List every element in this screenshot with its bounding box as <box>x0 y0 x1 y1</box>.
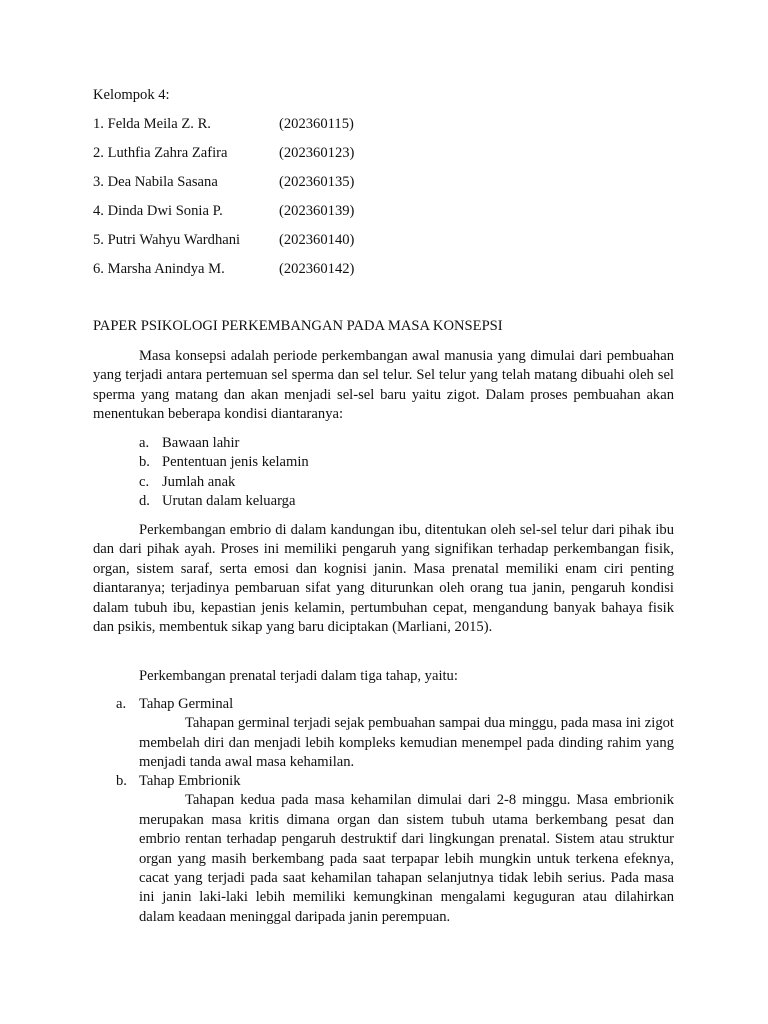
member-row <box>93 260 493 280</box>
paper-title: PAPER PSIKOLOGI PERKEMBANGAN PADA MASA KONSEPSI <box>93 318 503 334</box>
member-nim: (202360115) <box>279 116 354 132</box>
stages-intro-block <box>93 667 674 686</box>
stage-paragraph: Tahapan kedua pada masa kehamilan dimulai dari 2-8 minggu. Masa embrionik merupakan masa kritis dimana organ dan sistem tubuh utama berkembang pesat dan embrio rentan terhadap pengaruh destruktif dari lingkungan prenatal. Sistem atau struktur organ yang masih berkembang pada saat terpapar lebih mungkin untuk terkena efeknya, cacat yang terjadi pada saat kehamilan tahapan selanjutnya tidak lebih serius. Pada masa ini janin laki-laki lebih memiliki kemungkinan mengalami keguguran atau dilahirkan dalam keadaan meninggal daripada janin perempuan. <box>139 792 674 925</box>
stage-heading: Tahap Embrionik <box>139 773 241 789</box>
intro-block <box>93 347 674 425</box>
list-item <box>139 473 439 492</box>
member-row <box>93 115 493 135</box>
member-row <box>93 173 493 193</box>
list-text: Bawaan lahir <box>162 435 240 451</box>
list-item <box>139 453 439 472</box>
member-nim: (202360123) <box>279 145 355 161</box>
member-row <box>93 144 493 164</box>
member-name: 6. Marsha Anindya M. <box>93 261 225 277</box>
member-name: 3. Dea Nabila Sasana <box>93 174 218 190</box>
conditions-list <box>139 434 439 512</box>
member-name: 4. Dinda Dwi Sonia P. <box>93 203 223 219</box>
list-item <box>139 434 439 453</box>
list-text: Pententuan jenis kelamin <box>162 454 309 471</box>
member-nim: (202360142) <box>279 261 355 277</box>
member-row <box>93 231 493 251</box>
member-nim: (202360140) <box>279 232 355 248</box>
stage-paragraph: Tahapan germinal terjadi sejak pembuahan sampai dua minggu, pada masa ini zigot membelah diri dan menjadi lebih kompleks kemudian menempel pada dinding rahim yang menjadi tanda awal masa kehamilan. <box>139 715 674 771</box>
member-nim: (202360135) <box>279 174 355 190</box>
list-marker: c. <box>139 473 150 490</box>
stage-body <box>139 791 674 927</box>
member-nim: (202360139) <box>279 203 355 219</box>
list-text: Jumlah anak <box>162 473 236 490</box>
stage-marker: b. <box>116 773 127 789</box>
stage-heading: Tahap Germinal <box>139 696 234 712</box>
list-text: Urutan dalam keluarga <box>162 493 296 510</box>
member-name: 2. Luthfia Zahra Zafira <box>93 145 228 161</box>
embryo-block <box>93 521 674 637</box>
stage-body <box>139 714 674 772</box>
stages-intro-paragraph: Perkembangan prenatal terjadi dalam tiga tahap, yaitu: <box>139 668 458 684</box>
list-item <box>139 492 439 511</box>
intro-paragraph: Masa konsepsi adalah periode perkembangan awal manusia yang dimulai dari pembuahan yang terjadi antara pertemuan sel sperma dan sel telur. Sel telur yang telah matang dibuahi oleh sel sperma yang matang dan akan menjadi sel-sel baru yaitu zigot. Dalam proses pembuahan akan menentukan beberapa kondisi diantaranya: <box>93 348 674 423</box>
member-row <box>93 202 493 222</box>
member-name: 1. Felda Meila Z. R. <box>93 116 211 132</box>
group-heading: Kelompok 4: <box>93 87 170 103</box>
member-name: 5. Putri Wahyu Wardhani <box>93 232 241 248</box>
embryo-paragraph: Perkembangan embrio di dalam kandungan ibu, ditentukan oleh sel-sel telur dari pihak ibu dan dari pihak ayah. Proses ini memiliki pengaruh yang signifikan terhadap perkembangan fisik, organ, sistem saraf, serta emosi dan kognisi janin. Masa prenatal memiliki enam ciri penting diantaranya; terjadinya pembaruan sifat yang diturunkan oleh orang tua janin, pengaruh kondisi dalam tubuh ibu, kepastian jenis kelamin, pertumbuhan cepat, mengandung banyak bahaya fisik dan psikis, membentuk sikap yang baru diciptakan (Marliani, 2015). <box>93 522 674 636</box>
stage-marker: a. <box>116 696 127 712</box>
list-marker: a. <box>139 435 150 451</box>
list-marker: d. <box>139 493 150 510</box>
list-marker: b. <box>139 454 150 471</box>
